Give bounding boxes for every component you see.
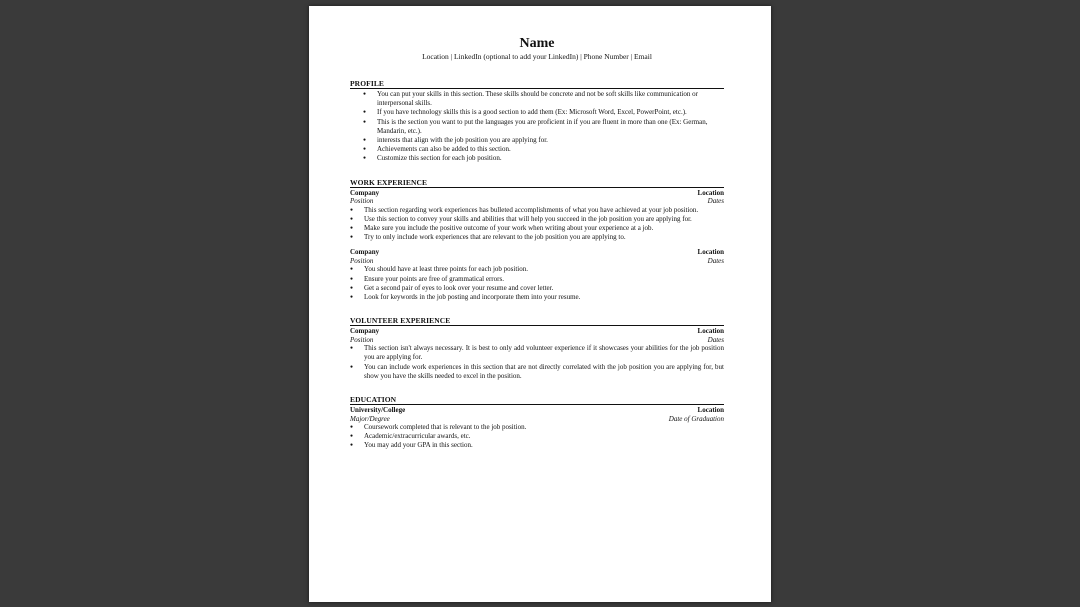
company-name: Company [350,327,380,336]
list-item: ● Ensure your points are free of grammatical errors. [350,275,724,284]
contact-line: Location | LinkedIn (optional to add your LinkedIn) | Phone Number | Email [422,52,652,61]
work-entry [350,248,724,302]
list-item: ● This section regarding work experiences has bulleted accomplishments of what you have achieved at your job position. [350,206,724,215]
work-entry [350,189,724,243]
list-item: ● Academic/extracurricular awards, etc. [350,432,724,441]
list-item: ● Get a second pair of eyes to look over your resume and cover letter. [350,284,724,293]
entry-header [350,248,724,257]
list-item: ● Coursework completed that is relevant to the job position. [350,423,724,432]
list-item: ● You can include work experiences in this section that are not directly correlated with the job position you are applying for, but show you have the skills needed to excel in the position. [350,363,724,381]
entry-header [350,406,724,415]
profile-list [350,90,724,164]
list-item: ● This is the section you want to put the languages you are proficient in if you are fluent in more than one (Ex: German, Mandarin, etc.). [350,118,724,136]
entry-header [350,327,724,336]
list-item: ● Make sure you include the positive outcome of your work when writing about your experience at a job. [350,224,724,233]
work-bullets [350,206,724,243]
company-location: Location [697,327,724,336]
company-name: Company [350,188,380,197]
list-item: ● Achievements can also be added to this section. [350,145,724,154]
position-dates: Dates [707,256,724,265]
list-item: ● Customize this section for each job position. [350,154,724,163]
company-location: Location [697,188,724,197]
resume-content [350,36,724,465]
position-title: Position [350,256,374,265]
work-bullets [350,265,724,302]
entry-subheader [350,336,724,345]
resume-name: Name [519,36,555,51]
education-entry [350,406,724,451]
list-item: ● Use this section to convey your skills and abilities that will help you succeed in the job position you are applying for. [350,215,724,224]
list-item: ● If you have technology skills this is a good section to add them (Ex: Microsoft Word, Excel, PowerPoint, etc.). [350,108,724,117]
section-title-profile: PROFILE [350,79,724,89]
education-section [350,395,724,451]
position-title: Position [350,197,374,206]
graduation-date: Date of Graduation [668,414,724,423]
section-title-work: WORK EXPERIENCE [350,178,724,188]
list-item: ● Look for keywords in the job posting and incorporate them into your resume. [350,293,724,302]
list-item: ● interests that align with the job position you are applying for. [350,136,724,145]
list-item: ● You may add your GPA in this section. [350,441,724,450]
school-name: University/College [350,406,406,415]
education-bullets [350,423,724,451]
company-location: Location [697,248,724,257]
section-title-volunteer: VOLUNTEER EXPERIENCE [350,316,724,326]
list-item: ● This section isn't always necessary. It is best to only add volunteer experience if it showcases your abilities for the job position you are applying for. [350,344,724,362]
list-item: ● You can put your skills in this section. These skills should be concrete and not be soft skills like communication or interpersonal skills. [350,90,724,108]
degree-title: Major/Degree [350,414,390,423]
list-item: ● Try to only include work experiences that are relevant to the job position you are applying to. [350,233,724,242]
volunteer-entry [350,327,724,381]
entry-subheader [350,415,724,424]
volunteer-bullets [350,344,724,381]
entry-subheader [350,257,724,266]
school-location: Location [697,406,724,415]
company-name: Company [350,248,380,257]
position-dates: Dates [707,197,724,206]
entry-subheader [350,197,724,206]
position-dates: Dates [707,335,724,344]
position-title: Position [350,335,374,344]
list-item: ● You should have at least three points for each job position. [350,265,724,274]
resume-page [309,6,771,602]
profile-section [350,79,724,164]
section-title-education: EDUCATION [350,395,724,405]
entry-header [350,189,724,198]
work-experience-section [350,178,724,303]
volunteer-section [350,316,724,381]
